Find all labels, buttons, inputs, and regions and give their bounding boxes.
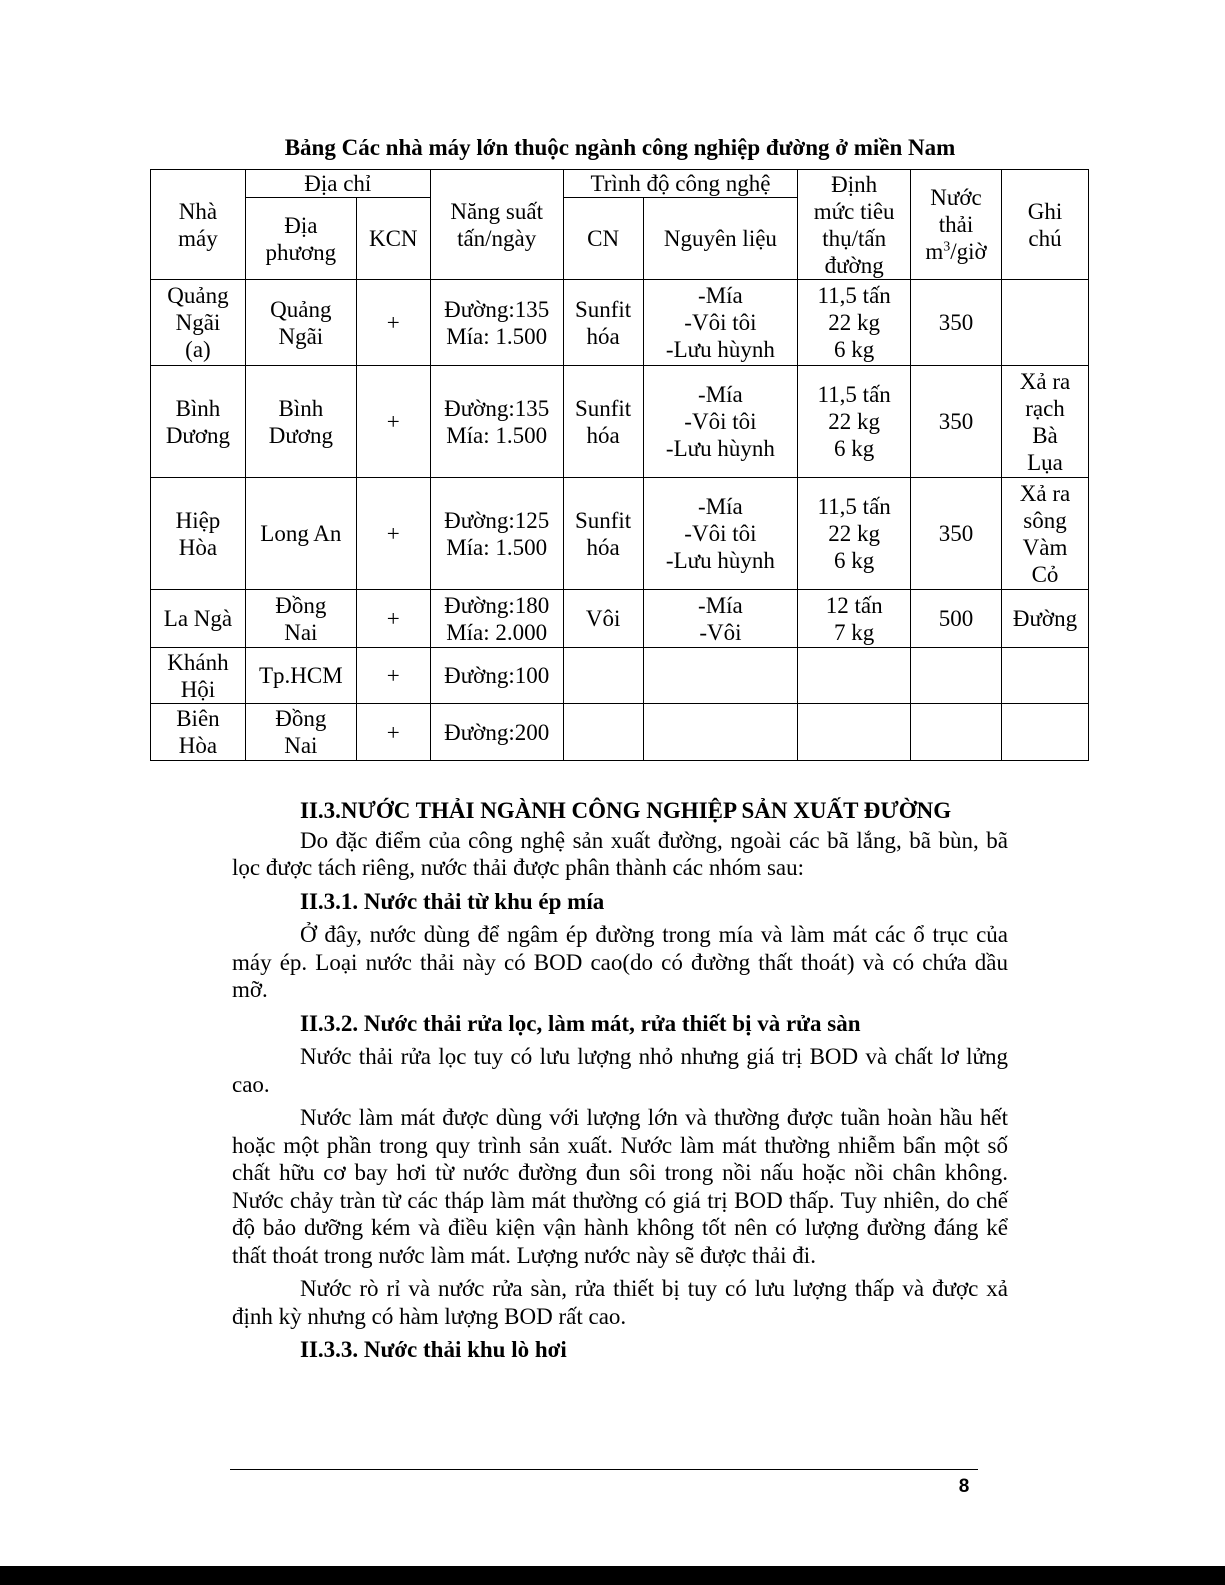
cell-plant: Khánh Hội: [151, 648, 246, 704]
table-row: [151, 648, 1089, 704]
cell-kcn: +: [356, 648, 430, 704]
header-locality: Địa phương: [245, 198, 356, 280]
header-cn: CN: [563, 198, 643, 280]
subsection-title-3: II.3.3. Nước thải khu lò hơi: [300, 1337, 567, 1362]
cell-locality: Tp.HCM: [245, 648, 356, 704]
cell-material: -Mía -Vôi: [643, 590, 798, 648]
cell-norm: 11,5 tấn 22 kg 6 kg: [798, 366, 911, 478]
page-number: 8: [958, 1476, 970, 1497]
sugar-plants-table: [150, 169, 1089, 761]
cell-capacity: Đường:100: [430, 648, 563, 704]
header-material: Nguyên liệu: [643, 198, 798, 280]
cell-capacity: Đường:135 Mía: 1.500: [430, 366, 563, 478]
cell-wastewater: [911, 704, 1002, 761]
subsection-title-2: II.3.2. Nước thải rửa lọc, làm mát, rửa thiết bị và rửa sàn: [300, 1010, 861, 1036]
cell-cn: Vôi: [563, 590, 643, 648]
cell-norm: 11,5 tấn 22 kg 6 kg: [798, 478, 911, 590]
header-wastewater: Nước thải $m^3$/giờ: [911, 170, 1002, 280]
cell-norm: 11,5 tấn 22 kg 6 kg: [798, 280, 911, 366]
cell-kcn: +: [356, 366, 430, 478]
cell-cn: Sunfit hóa: [563, 366, 643, 478]
cell-note: Đường: [1001, 590, 1088, 648]
cell-capacity: Đường:200: [430, 704, 563, 761]
cell-note: Xả ra sông Vàm Cỏ: [1001, 478, 1088, 590]
cell-norm: 12 tấn 7 kg: [798, 590, 911, 648]
cell-plant: La Ngà: [151, 590, 246, 648]
cell-kcn: +: [356, 704, 430, 761]
header-norm: Định mức tiêu thụ/tấn đường: [798, 170, 911, 280]
cell-cn: Sunfit hóa: [563, 478, 643, 590]
cell-material: [643, 648, 798, 704]
cell-plant: Bình Dương: [151, 366, 246, 478]
intro-paragraph: Do đặc điểm của công nghệ sản xuất đường, ngoài các bã lắng, bã bùn, bã lọc được tách riêng, nước thải được phân thành các nhóm sau:: [232, 827, 1008, 880]
cell-material: -Mía -Vôi tôi -Lưu hùynh: [643, 478, 798, 590]
cell-plant: Biên Hòa: [151, 704, 246, 761]
cell-cn: [563, 648, 643, 704]
cell-locality: Long An: [245, 478, 356, 590]
section-title: II.3.NƯỚC THẢI NGÀNH CÔNG NGHIỆP SẢN XUẤT ĐƯỜNG: [300, 798, 952, 823]
cell-wastewater: 500: [911, 590, 1002, 648]
cell-wastewater: 350: [911, 280, 1002, 366]
cell-material: -Mía -Vôi tôi -Lưu hùynh: [643, 280, 798, 366]
cell-cn: Sunfit hóa: [563, 280, 643, 366]
cell-kcn: +: [356, 478, 430, 590]
table-row: [151, 280, 1089, 366]
cell-cn: [563, 704, 643, 761]
cell-material: [643, 704, 798, 761]
cell-kcn: +: [356, 280, 430, 366]
cell-plant: Hiệp Hòa: [151, 478, 246, 590]
bottom-bar: [0, 1566, 1225, 1585]
cell-norm: [798, 648, 911, 704]
cell-wastewater: [911, 648, 1002, 704]
cell-material: -Mía -Vôi tôi -Lưu hùynh: [643, 366, 798, 478]
cell-locality: Đồng Nai: [245, 590, 356, 648]
cell-note: [1001, 648, 1088, 704]
table-row: [151, 590, 1089, 648]
subsection-2-paragraph-2: Nước làm mát được dùng với lượng lớn và thường được tuần hoàn hầu hết hoặc một phần trong quy trình sản xuất. Nước làm mát thường nhiễm bẩn một số chất hữu cơ bay hơi từ nước đường đun sôi trong nồi nấu hoặc nồi chân không. Nước chảy tràn từ các tháp làm mát thường có giá trị BOD thấp. Tuy nhiên, do chế độ bảo dưỡng kém và điều kiện vận hành không tốt nên có lượng đường đáng kể thất thoát trong nước làm mát. Lượng nước này sẽ được thải đi.: [232, 1105, 1008, 1268]
cell-locality: Bình Dương: [245, 366, 356, 478]
subsection-1-paragraph: Ở đây, nước dùng để ngâm ép đường trong mía và làm mát các ổ trục của máy ép. Loại nước thải này có BOD cao(do có đường thất thoát) và có chứa dầu mỡ.: [232, 922, 1008, 1002]
subsection-2-paragraph-3: Nước rò rỉ và nước rửa sàn, rửa thiết bị tuy có lưu lượng thấp và được xả định kỳ nhưng có hàm lượng BOD rất cao.: [232, 1276, 1008, 1329]
header-kcn: KCN: [356, 198, 430, 280]
subsection-2-paragraph-1: Nước thải rửa lọc tuy có lưu lượng nhỏ nhưng giá trị BOD và chất lơ lửng cao.: [232, 1044, 1008, 1097]
header-plant: Nhà máy: [151, 170, 246, 280]
table-caption: Bảng Các nhà máy lớn thuộc ngành công nghiệp đường ở miền Nam: [284, 135, 956, 160]
cell-wastewater: 350: [911, 366, 1002, 478]
cell-wastewater: 350: [911, 478, 1002, 590]
section-body: [232, 797, 1008, 1364]
cell-locality: Đồng Nai: [245, 704, 356, 761]
cell-capacity: Đường:125 Mía: 1.500: [430, 478, 563, 590]
cell-note: Xả ra rạch Bà Lụa: [1001, 366, 1088, 478]
table-row: [151, 478, 1089, 590]
cell-capacity: Đường:135 Mía: 1.500: [430, 280, 563, 366]
cell-note: [1001, 280, 1088, 366]
cell-plant: Quảng Ngãi (a): [151, 280, 246, 366]
table-row: [151, 366, 1089, 478]
cell-kcn: +: [356, 590, 430, 648]
header-note: Ghi chú: [1001, 170, 1088, 280]
footer-rule: [230, 1469, 978, 1470]
cell-locality: Quảng Ngãi: [245, 280, 356, 366]
table-row: [151, 704, 1089, 761]
cell-norm: [798, 704, 911, 761]
subsection-title-1: II.3.1. Nước thải từ khu ép mía: [300, 888, 605, 914]
header-capacity: Năng suất tấn/ngày: [430, 170, 563, 280]
header-tech-level: Trình độ công nghệ: [563, 170, 798, 198]
header-address: Địa chỉ: [245, 170, 430, 198]
cell-note: [1001, 704, 1088, 761]
cell-capacity: Đường:180 Mía: 2.000: [430, 590, 563, 648]
